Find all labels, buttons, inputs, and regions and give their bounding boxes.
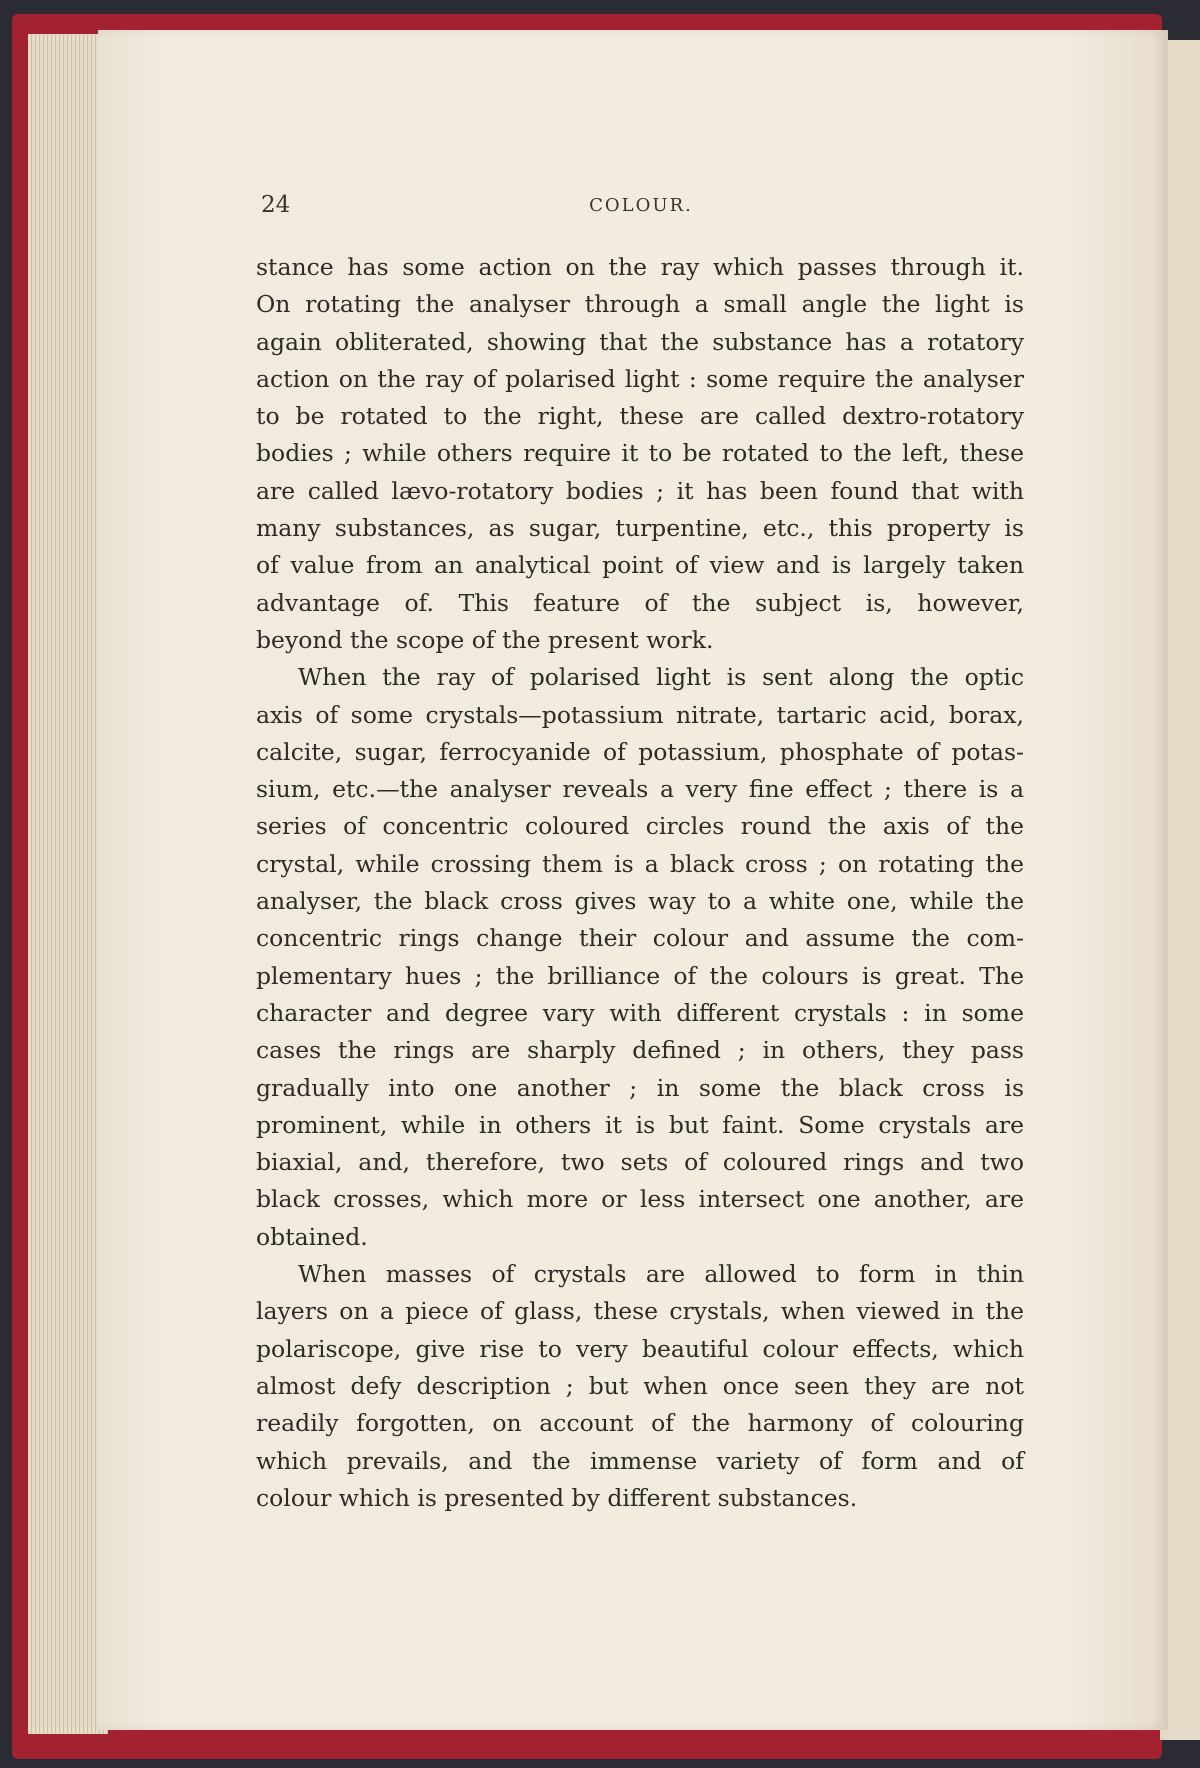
- page-stack-edge: [28, 34, 108, 1734]
- body-text: [256, 249, 1024, 1517]
- text-line: readily forgotten, on account of the harmony of colouring: [256, 1409, 1024, 1438]
- text-line: gradually into one another ; in some the black cross is: [256, 1073, 1024, 1102]
- text-line: cases the rings are sharply defined ; in others, they pass: [256, 1036, 1024, 1065]
- paragraph: [256, 1256, 1024, 1517]
- text-line: advantage of. This feature of the subject is, however,: [256, 588, 1024, 617]
- text-line: series of concentric coloured circles round the axis of the: [256, 812, 1024, 841]
- text-line: are called lævo-rotatory bodies ; it has been found that with: [256, 476, 1024, 505]
- page-number: 24: [261, 192, 291, 218]
- text-line: of value from an analytical point of view and is largely taken: [256, 551, 1024, 580]
- text-line: crystal, while crossing them is a black cross ; on rotating the: [256, 849, 1024, 878]
- text-line: bodies ; while others require it to be rotated to the left, these: [256, 439, 1024, 468]
- text-line: analyser, the black cross gives way to a white one, while the: [256, 887, 1024, 916]
- text-line: colour which is presented by different substances.: [256, 1483, 858, 1512]
- text-line: which prevails, and the immense variety of form and of: [256, 1446, 1024, 1475]
- text-line: black crosses, which more or less intersect one another, are: [256, 1185, 1024, 1214]
- text-line: stance has some action on the ray which passes through it.: [256, 253, 1024, 281]
- text-line: sium, etc.—the analyser reveals a very fine effect ; there is a: [256, 775, 1024, 804]
- text-line: to be rotated to the right, these are called dextro-rotatory: [256, 402, 1024, 431]
- page-header: [261, 192, 1021, 222]
- paragraph: [256, 659, 1024, 1256]
- text-line: beyond the scope of the present work.: [256, 625, 714, 654]
- text-line: plementary hues ; the brilliance of the colours is great. The: [256, 961, 1024, 990]
- text-line: polariscope, give rise to very beautiful colour effects, which: [256, 1334, 1024, 1363]
- text-line: On rotating the analyser through a small angle the light is: [256, 290, 1024, 319]
- text-line: almost defy description ; but when once seen they are not: [256, 1371, 1024, 1400]
- text-line: When the ray of polarised light is sent along the optic: [298, 663, 1024, 692]
- text-line: obtained.: [256, 1222, 368, 1251]
- text-line: character and degree vary with different crystals : in some: [256, 998, 1024, 1027]
- text-line: many substances, as sugar, turpentine, etc., this property is: [256, 514, 1024, 543]
- text-line: layers on a piece of glass, these crystals, when viewed in the: [256, 1297, 1024, 1326]
- text-line: biaxial, and, therefore, two sets of coloured rings and two: [256, 1148, 1024, 1177]
- text-line: again obliterated, showing that the substance has a rotatory: [256, 327, 1024, 356]
- text-line: action on the ray of polarised light : some require the analyser: [256, 364, 1024, 393]
- text-line: prominent, while in others it is but faint. Some crystals are: [256, 1110, 1024, 1139]
- paragraph: [256, 249, 1024, 659]
- text-line: calcite, sugar, ferrocyanide of potassium, phosphate of potas-: [256, 737, 1024, 766]
- text-line: When masses of crystals are allowed to form in thin: [298, 1260, 1024, 1289]
- text-line: axis of some crystals—potassium nitrate, tartaric acid, borax,: [256, 700, 1024, 729]
- text-line: concentric rings change their colour and assume the com-: [256, 924, 1024, 953]
- running-title: COLOUR.: [589, 195, 693, 216]
